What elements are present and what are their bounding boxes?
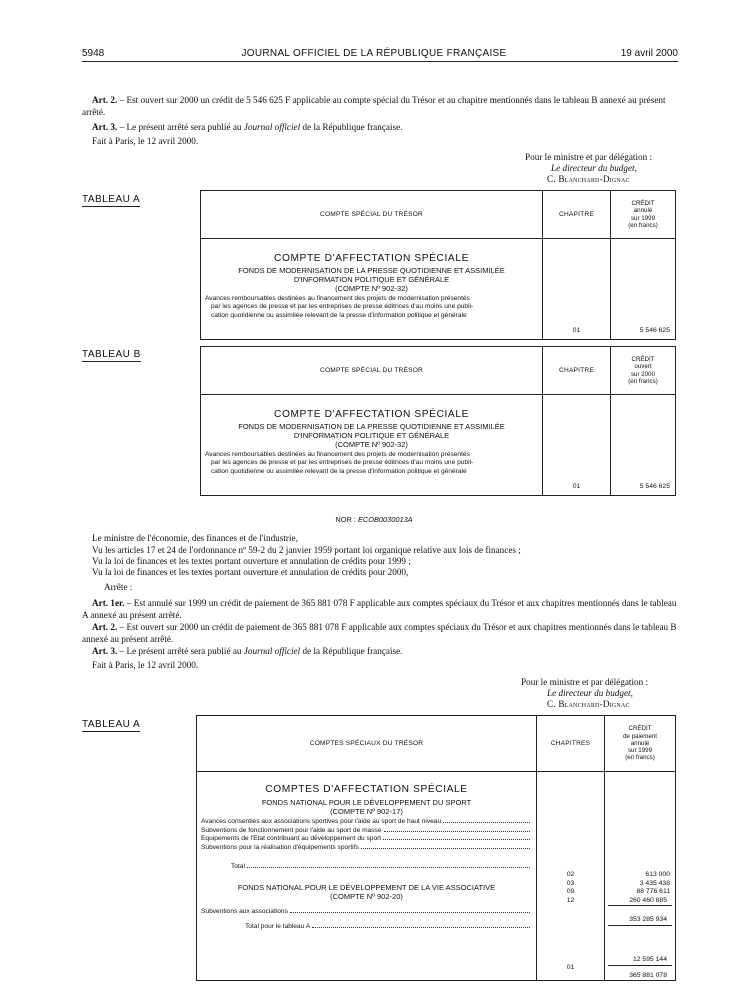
- header-line: de paiement: [622, 732, 658, 740]
- total-row: [201, 863, 532, 872]
- dot-leader: [290, 912, 530, 913]
- table-b1-label: TABLEAU B: [82, 349, 141, 360]
- fund-line: (COMPTE Nº 902-17): [330, 807, 403, 816]
- decree2-intro: Le ministre de l'économie, des finances et de l'industrie,: [92, 533, 298, 543]
- table-a2: [196, 715, 676, 981]
- nor-label: NOR :: [335, 515, 358, 524]
- row-label: Equipements de l'Etat contribuant au développement du sport: [201, 835, 382, 843]
- desc-line: Avances remboursables destinées au financement des projets de modernisation présentés: [205, 451, 470, 458]
- table-chapter: 01: [543, 239, 611, 340]
- table-a1-label: TABLEAU A: [82, 194, 141, 205]
- nor-code: ECOB0030013A: [357, 515, 413, 524]
- fund-line: FONDS NATIONAL POUR LE DÉVELOPPEMENT DU SPORT: [261, 798, 472, 807]
- row-label: Subventions pour la réalisation d'équipements sportifs: [201, 843, 359, 851]
- decree2-vu-2: Vu la loi de finances et les textes portant ouverture et annulation de crédits pour 1999 ;: [92, 556, 411, 566]
- art-text: – Est ouvert sur 2000 un crédit de 5 546 625 F applicable au compte spécial du Trésor et au chapitre mentionnés dans le tableau B annexé au présent arrêté.: [82, 95, 666, 117]
- section-title: COMPTE D'AFFECTATION SPÉCIALE: [273, 253, 469, 264]
- row-chapter: 02: [566, 871, 575, 878]
- row-label: Avances consenties aux associations sportives pour l'aide au sport de haut niveau: [201, 818, 442, 825]
- table-row: [201, 818, 532, 827]
- table-a1: [200, 190, 676, 340]
- row-amount: 12 595 144: [608, 956, 672, 966]
- table-row: [201, 835, 532, 844]
- fund-line: (COMPTE Nº 902-20): [330, 891, 403, 901]
- art-text: de la République française.: [300, 646, 403, 656]
- decree2-article-3: [92, 646, 678, 658]
- section-title: COMPTES D'AFFECTATION SPÉCIALE: [265, 784, 468, 795]
- art-label: Art. 3.: [92, 646, 118, 656]
- dot-leader: [383, 839, 530, 840]
- table-header-credit: [611, 347, 676, 395]
- total-amount: 353 285 934: [608, 916, 672, 926]
- journal-title: JOURNAL OFFICIEL DE LA RÉPUBLIQUE FRANÇAISE: [241, 48, 507, 59]
- header-line: CRÉDIT: [631, 356, 655, 364]
- decree2-vu-1: Vu les articles 17 et 24 de l'ordonnance nº 59-2 du 2 janvier 1959 portant loi organique relative aux lois de finances ;: [92, 545, 521, 555]
- decree1-article-3: [92, 122, 678, 134]
- table-amount: 5 546 625: [611, 239, 676, 340]
- art-text: – Le présent arrêté sera publié au: [117, 646, 244, 656]
- row-amount: 88 776 611: [636, 888, 670, 896]
- signature-name: C. Blanchard-Dignac: [547, 174, 630, 184]
- decree2-arrete: Arrête :: [104, 582, 133, 592]
- row-amount: 613 000: [645, 871, 670, 878]
- table-a2-label: TABLEAU A: [82, 719, 141, 730]
- table-chapters-col: [537, 772, 605, 981]
- art-text: – Le présent arrêté sera publié au: [117, 122, 244, 132]
- dot-leader: [361, 848, 530, 849]
- page-date: 19 avril 2000: [620, 48, 678, 59]
- fund-line: D'INFORMATION POLITIQUE ET GÉNÉRALE: [293, 431, 450, 440]
- grand-total-amount: 365 881 078: [629, 971, 667, 979]
- desc-line: par les agences de presse et par les entreprises de presse éditrices d'au moins une publi-: [211, 459, 474, 467]
- decree1-article-2: [82, 95, 678, 118]
- header-line: (en francs): [628, 221, 658, 229]
- table-chapter: 01: [543, 395, 611, 496]
- table-b1: [200, 346, 676, 496]
- dot-leader: [443, 822, 530, 823]
- decree2-vu-3: Vu la loi de finances et les textes portant ouverture et annulation de crédits pour 2000,: [92, 567, 409, 577]
- decree1-signature: [525, 152, 652, 185]
- fund-line: FONDS NATIONAL POUR LE DÉVELOPPEMENT DE LA VIE ASSOCIATIVE: [237, 882, 496, 892]
- signature-role: Le directeur du budget,: [547, 688, 633, 698]
- dot-leader: [247, 867, 530, 868]
- table-header-accounts: COMPTES SPÉCIAUX DU TRÉSOR: [197, 716, 537, 772]
- row-chapter: 03: [566, 879, 575, 887]
- row-label: Subventions aux associations: [201, 907, 288, 915]
- table-row: [201, 827, 532, 836]
- header-line: ouvert: [634, 363, 652, 371]
- row-chapter: 01: [566, 964, 575, 972]
- fund-line: FONDS DE MODERNISATION DE LA PRESSE QUOTIDIENNE ET ASSIMILÉE: [238, 422, 505, 431]
- fund-line: D'INFORMATION POLITIQUE ET GÉNÉRALE: [293, 275, 450, 284]
- row-amount: 260 460 885: [608, 897, 672, 907]
- header-line: CRÉDIT: [631, 200, 655, 208]
- signature-line: Pour le ministre et par délégation :: [521, 677, 649, 687]
- row-amount: 3 435 438: [639, 879, 670, 887]
- nor-reference: [0, 515, 748, 524]
- decree1-fait: Fait à Paris, le 12 avril 2000.: [92, 136, 199, 146]
- decree2-fait: Fait à Paris, le 12 avril 2000.: [92, 660, 199, 670]
- grand-total-row: [201, 923, 532, 932]
- decree2-signature: [521, 677, 648, 710]
- header-line: annulé: [633, 207, 653, 215]
- page-number: 5948: [82, 48, 105, 59]
- header-line: (en francs): [628, 377, 658, 385]
- table-header-chapter: CHAPITRE: [543, 347, 611, 395]
- desc-line: cation quotidienne ou assimilée relevant de la presse d'information politique et générale: [211, 467, 467, 475]
- header-line: annulé: [630, 739, 650, 747]
- journal-name: Journal officiel: [243, 646, 301, 656]
- table-body-account: [201, 239, 543, 340]
- journal-name: Journal officiel: [243, 122, 301, 132]
- dot-leader: [384, 831, 530, 832]
- art-text: – Est ouvert sur 2000 un crédit de paiement de 365 881 078 F applicable aux comptes spéciaux du Trésor et aux chapitres mentionnés dans le tableau B annexé au présent arrêté.: [82, 622, 677, 644]
- table-header-account: COMPTE SPÉCIAL DU TRÉSOR: [201, 191, 543, 239]
- desc-line: par les agences de presse et par les entreprises de presse éditrices d'au moins une publi-: [211, 303, 474, 311]
- decree2-article-1: [82, 598, 678, 621]
- art-label: Art. 3.: [92, 122, 118, 132]
- row-chapter: 09: [566, 888, 575, 896]
- table-header-account: COMPTE SPÉCIAL DU TRÉSOR: [201, 347, 543, 395]
- row-label: Subventions de fonctionnement pour l'aide au sport de masse: [201, 826, 382, 834]
- fund-line: (COMPTE Nº 902-32): [335, 284, 408, 293]
- table-body-account: [201, 395, 543, 496]
- desc-line: Avances remboursables destinées au financement des projets de modernisation présentés: [205, 295, 470, 302]
- header-line: sur 1999: [630, 214, 656, 222]
- grand-total-label: Total pour le tableau A: [245, 922, 311, 930]
- signature-line: Pour le ministre et par délégation :: [525, 152, 653, 162]
- table-header-credit: [611, 191, 676, 239]
- signature-role: Le directeur du budget,: [551, 163, 637, 173]
- table-body-accounts: [197, 772, 537, 981]
- table-row: [201, 908, 532, 917]
- art-label: Art. 2.: [92, 622, 118, 632]
- total-label: Total: [231, 863, 245, 871]
- fund-line: (COMPTE Nº 902-32): [335, 440, 408, 449]
- header-rule: [82, 61, 678, 62]
- header-line: (en francs): [625, 754, 655, 762]
- art-text: de la République française.: [300, 122, 403, 132]
- table-row: [201, 844, 532, 853]
- dot-leader: [312, 927, 530, 928]
- header-line: sur 1999: [627, 747, 653, 755]
- header-line: CRÉDIT: [628, 725, 652, 733]
- table-amount: 5 546 625: [611, 395, 676, 496]
- art-label: Art. 2.: [92, 95, 118, 105]
- table-header-chapters: CHAPITRES: [537, 716, 605, 772]
- desc-line: cation quotidienne ou assimilée relevant de la presse d'information politique et générale: [211, 311, 467, 319]
- table-amounts-col: [605, 772, 676, 981]
- section-title: COMPTE D'AFFECTATION SPÉCIALE: [273, 409, 469, 420]
- table-header-chapter: CHAPITRE: [543, 191, 611, 239]
- decree2-article-2: [82, 622, 678, 645]
- row-chapter: 12: [566, 896, 575, 904]
- art-text: – Est annulé sur 1999 un crédit de paiement de 365 881 078 F applicable aux comptes spéciaux du Trésor et aux chapitres mentionnés dans le tableau A annexé au présent arrêté.: [82, 598, 677, 620]
- table-header-credit: [605, 716, 676, 772]
- signature-name: C. Blanchard-Dignac: [547, 699, 630, 709]
- fund-line: FONDS DE MODERNISATION DE LA PRESSE QUOTIDIENNE ET ASSIMILÉE: [238, 266, 505, 275]
- header-line: sur 2000: [630, 370, 656, 378]
- art-label: Art. 1er.: [92, 598, 125, 608]
